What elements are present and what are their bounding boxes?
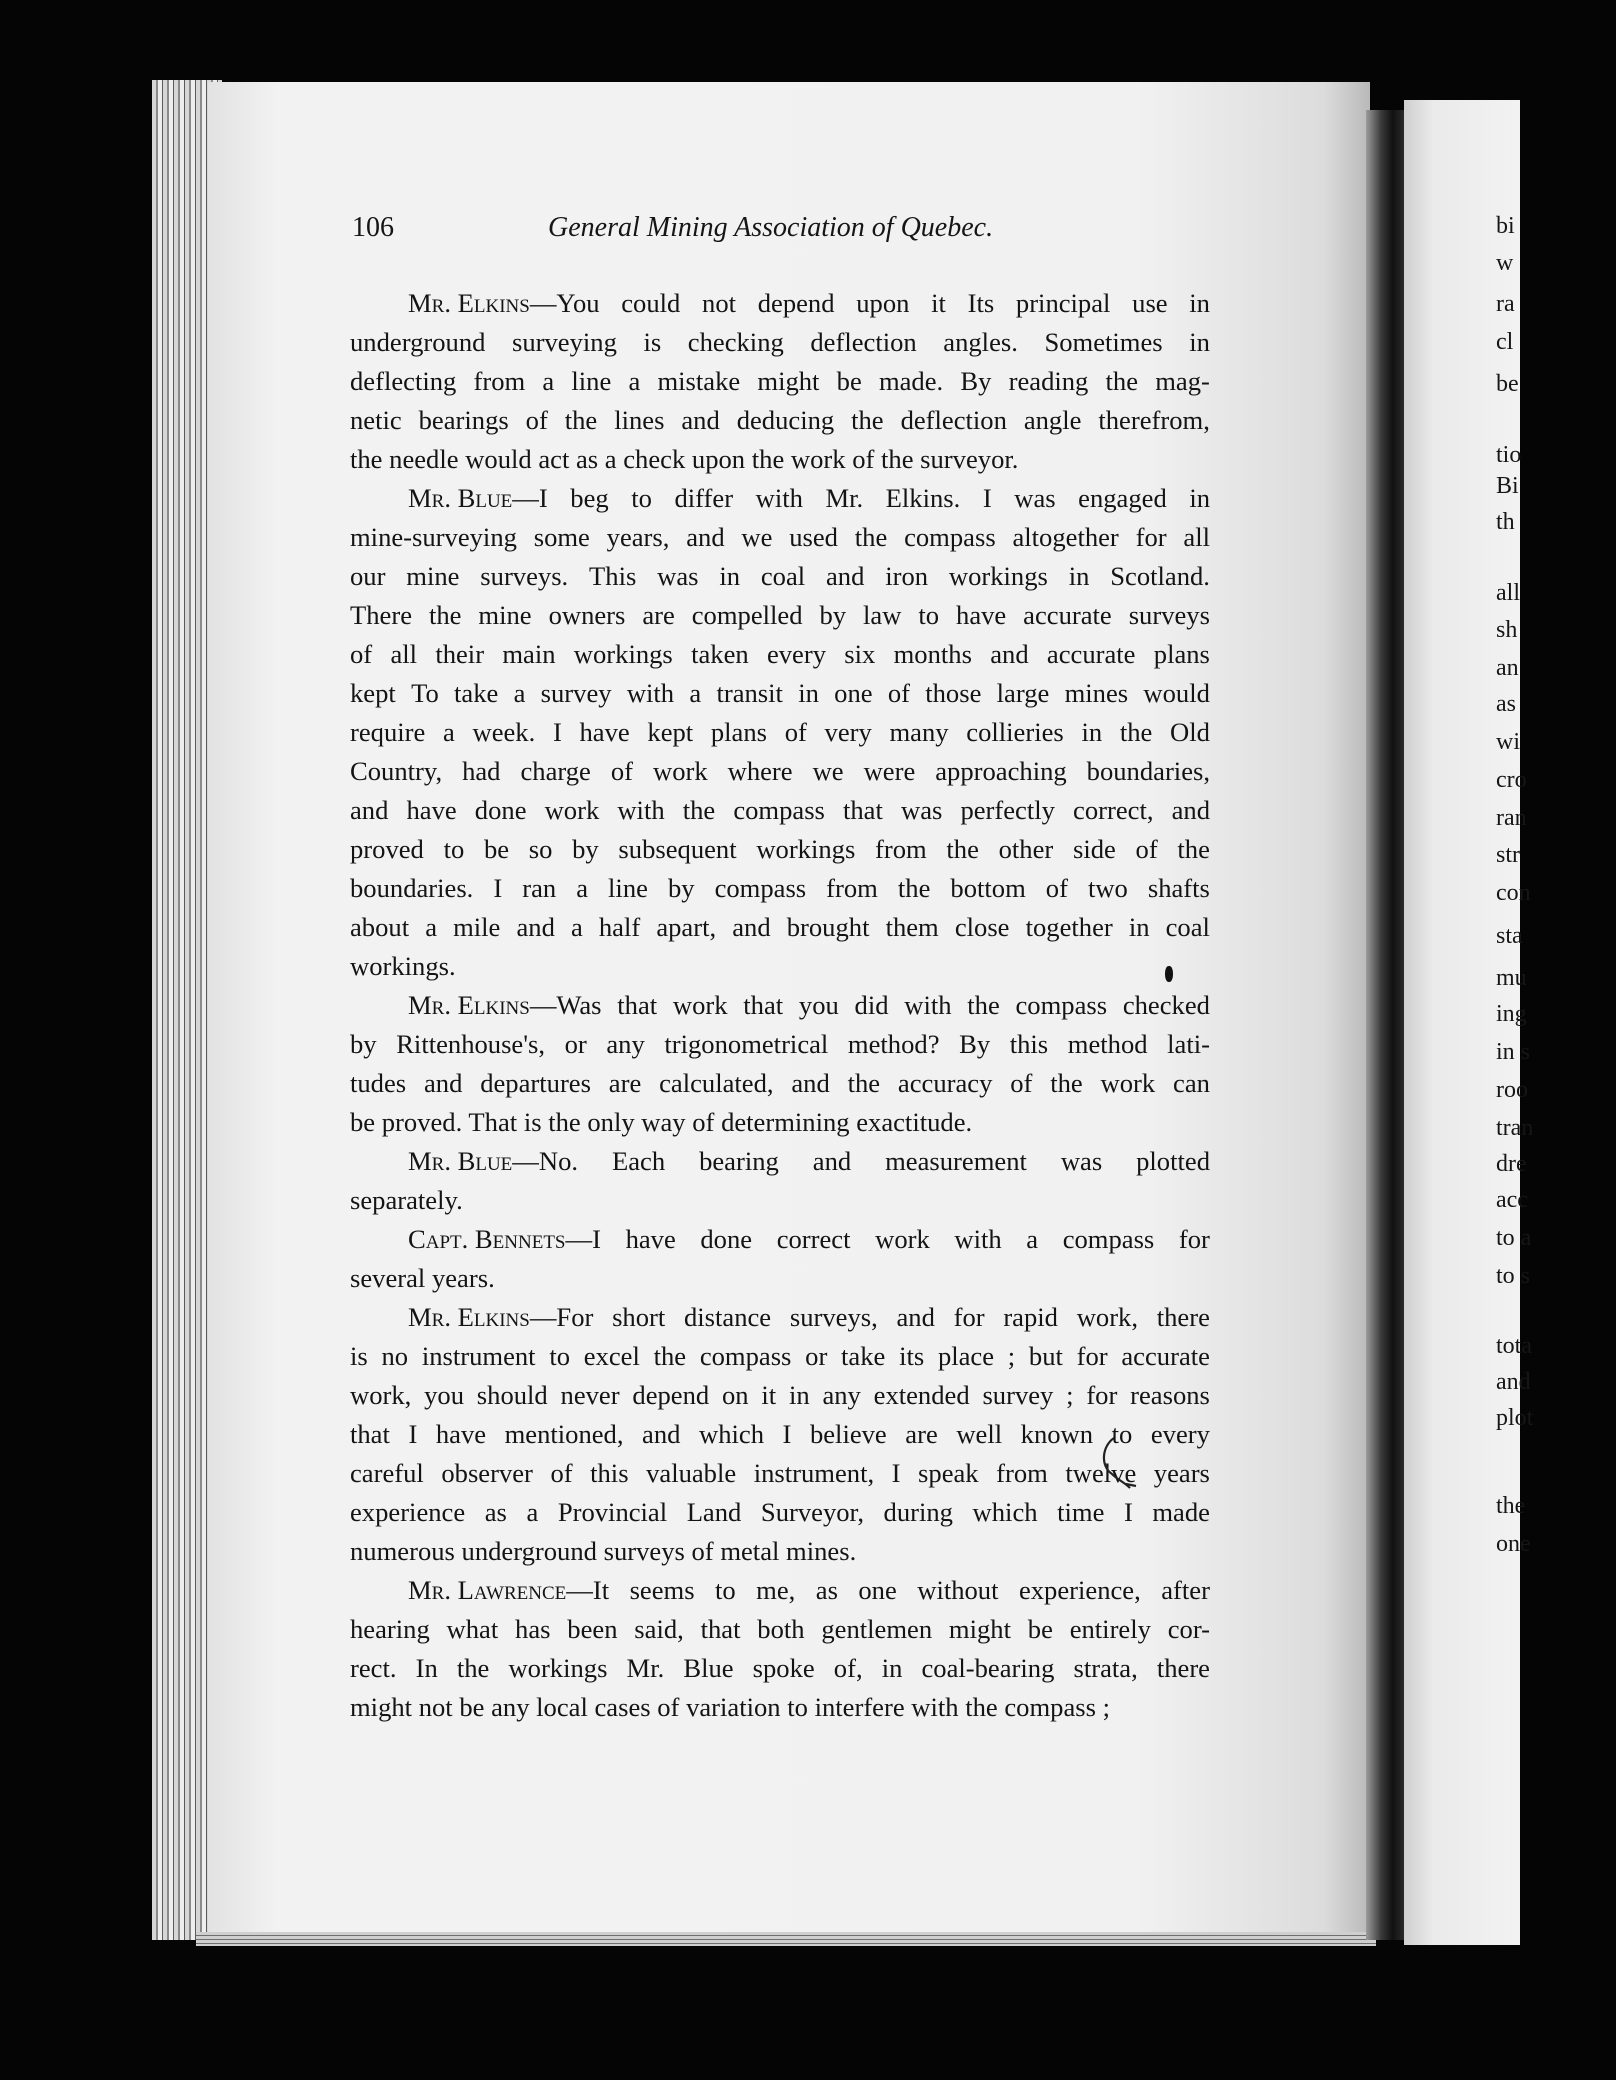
facing-page-fragment: in s — [1496, 1039, 1531, 1065]
facing-page-fragment: cl — [1496, 329, 1514, 355]
facing-page — [1404, 100, 1534, 1945]
facing-page-fragment: all — [1496, 580, 1520, 606]
facing-page-fragment: Bi — [1496, 473, 1519, 499]
text-line: our mine surveys. This was in coal and iron workings in Scotland. — [350, 561, 1210, 591]
running-title: General Mining Association of Quebec. — [548, 212, 994, 243]
facing-page-fragment: sh — [1496, 617, 1518, 643]
facing-page-fragment: acc — [1496, 1187, 1528, 1213]
page-number: 106 — [352, 212, 394, 243]
text-line: mine-surveying some years, and we used the compass altogether for all — [350, 522, 1210, 552]
facing-page-fragment: an — [1496, 655, 1519, 681]
paragraph-first-line: Mr. Elkins—Was that work that you did with the compass checked — [408, 990, 1210, 1020]
facing-page-fragment: be — [1496, 371, 1519, 397]
page-header — [352, 212, 1212, 252]
paragraph-first-line: Mr. Elkins—You could not depend upon it Its principal use in — [408, 288, 1210, 318]
facing-page-fragment: plot — [1496, 1405, 1534, 1431]
pencil-mark — [1096, 1436, 1142, 1492]
text-line: deflecting from a line a mistake might be made. By reading the mag- — [350, 366, 1210, 396]
facing-page-fragment: mu — [1496, 965, 1527, 991]
text-line: several years. — [350, 1263, 495, 1293]
text-line: tudes and departures are calculated, and the accuracy of the work can — [350, 1068, 1210, 1098]
text-line: and have done work with the compass that was perfectly correct, and — [350, 795, 1210, 825]
facing-page-fragment: roo — [1496, 1077, 1528, 1103]
text-line: require a week. I have kept plans of very many collieries in the Old — [350, 717, 1210, 747]
text-line: might not be any local cases of variation to interfere with the compass ; — [350, 1692, 1110, 1722]
text-line: hearing what has been said, that both gentlemen might be entirely cor- — [350, 1614, 1210, 1644]
text-line: netic bearings of the lines and deducing the deflection angle therefrom, — [350, 405, 1210, 435]
text-line: Country, had charge of work where we were approaching boundaries, — [350, 756, 1210, 786]
text-line: work, you should never depend on it in any extended survey ; for reasons — [350, 1380, 1210, 1410]
facing-page-fragment: as — [1496, 691, 1516, 717]
text-line: workings. — [350, 951, 456, 981]
paragraph-first-line: Mr. Blue—No. Each bearing and measurement was plotted — [408, 1146, 1210, 1176]
text-line: numerous underground surveys of metal mines. — [350, 1536, 857, 1566]
text-line: that I have mentioned, and which I believe are well known to every — [350, 1419, 1210, 1449]
facing-page-fragment: tio — [1496, 442, 1522, 468]
text-line: proved to be so by subsequent workings from the other side of the — [350, 834, 1210, 864]
facing-page-fragment: one — [1496, 1531, 1531, 1557]
facing-page-fragment: cro — [1496, 767, 1527, 793]
facing-page-fragment: to a — [1496, 1225, 1532, 1251]
page-bottom-edge — [196, 1932, 1376, 1946]
facing-page-fragment: th — [1496, 509, 1515, 535]
text-line: about a mile and a half apart, and brought them close together in coal — [350, 912, 1210, 942]
text-line: the needle would act as a check upon the work of the surveyor. — [350, 444, 1019, 474]
facing-page-fragment: dre — [1496, 1151, 1527, 1177]
facing-page-fragment: and — [1496, 1369, 1531, 1395]
text-line: rect. In the workings Mr. Blue spoke of, in coal-bearing strata, there — [350, 1653, 1210, 1683]
text-line: separately. — [350, 1185, 463, 1215]
paragraph-first-line: Capt. Bennets—I have done correct work with a compass for — [408, 1224, 1210, 1254]
facing-page-fragment: sta — [1496, 923, 1523, 949]
body-text — [350, 284, 1210, 1727]
book-gutter — [1366, 110, 1404, 1940]
facing-page-fragment: tran — [1496, 1115, 1534, 1141]
paragraph-first-line: Mr. Lawrence—It seems to me, as one without experience, after — [408, 1575, 1210, 1605]
text-line: kept To take a survey with a transit in one of those large mines would — [350, 678, 1210, 708]
text-line: careful observer of this valuable instrument, I speak from twelve years — [350, 1458, 1210, 1488]
facing-page-fragment: the — [1496, 1493, 1526, 1519]
text-line: of all their main workings taken every six months and accurate plans — [350, 639, 1210, 669]
text-line: boundaries. I ran a line by compass from the bottom of two shafts — [350, 873, 1210, 903]
facing-page-fragment: con — [1496, 880, 1531, 906]
facing-page-fragment: tota — [1496, 1333, 1532, 1359]
facing-page-fragment: ran — [1496, 805, 1527, 831]
facing-page-fragment: w — [1496, 250, 1514, 276]
facing-page-fragment: to s — [1496, 1263, 1531, 1289]
paragraph-first-line: Mr. Elkins—For short distance surveys, and for rapid work, there — [408, 1302, 1210, 1332]
text-line: underground surveying is checking deflection angles. Sometimes in — [350, 327, 1210, 357]
facing-page-fragment: str — [1496, 842, 1520, 868]
facing-page-fragment: wi — [1496, 729, 1520, 755]
text-line: There the mine owners are compelled by law to have accurate surveys — [350, 600, 1210, 630]
text-line: be proved. That is the only way of determining exactitude. — [350, 1107, 973, 1137]
text-line: by Rittenhouse's, or any trigonometrical method? By this method lati- — [350, 1029, 1210, 1059]
facing-page-fragment: bi — [1496, 213, 1515, 239]
text-line: experience as a Provincial Land Surveyor, during which time I made — [350, 1497, 1210, 1527]
paragraph-first-line: Mr. Blue—I beg to differ with Mr. Elkins. I was engaged in — [408, 483, 1210, 513]
text-line: is no instrument to excel the compass or take its place ; but for accurate — [350, 1341, 1210, 1371]
facing-page-fragment: ra — [1496, 291, 1515, 317]
ink-blot — [1165, 966, 1173, 982]
facing-page-fragment: ing — [1496, 1001, 1527, 1027]
